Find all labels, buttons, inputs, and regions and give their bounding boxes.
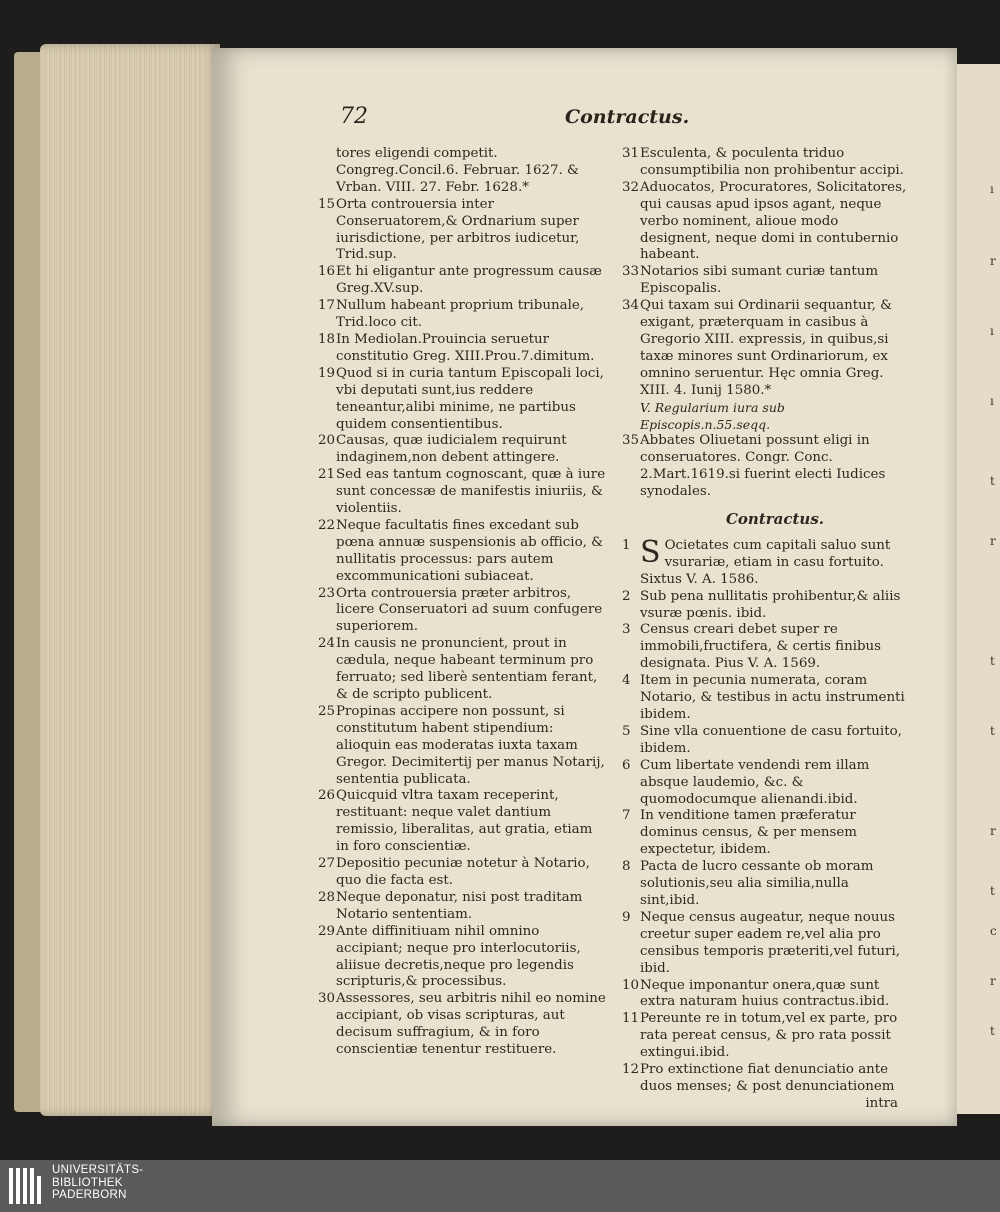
entry-number: 26 bbox=[318, 788, 336, 804]
text-entry bbox=[622, 978, 908, 1012]
text-entry bbox=[622, 534, 908, 589]
next-page-fragment: ı bbox=[990, 394, 994, 408]
entry-number: 8 bbox=[622, 859, 631, 875]
entry-number: 28 bbox=[318, 889, 336, 905]
library-name bbox=[52, 1164, 143, 1202]
text-entry bbox=[622, 622, 908, 673]
text-entry bbox=[318, 433, 608, 467]
entry-text: Nullum habeant proprium tribunale, Trid.loco cit. bbox=[336, 298, 585, 331]
running-title: Contractus. bbox=[565, 106, 690, 128]
entry-number: 4 bbox=[622, 673, 631, 689]
library-name-line: BIBLIOTHEK bbox=[52, 1176, 123, 1189]
section-title: Contractus. bbox=[725, 510, 825, 529]
entry-text: Census creari debet super re immobili,fructifera, & certis finibus designata. Pius V. A. 1569. bbox=[640, 622, 882, 672]
entry-number: 29 bbox=[318, 923, 336, 939]
next-page-fragment: c bbox=[990, 924, 997, 938]
entry-number: 22 bbox=[318, 517, 336, 533]
entry-text: Neque deponatur, nisi post traditam Notario sententiam. bbox=[336, 889, 583, 922]
entry-number: 7 bbox=[622, 808, 631, 824]
entry-text: Depositio pecuniæ notetur à Notario, quo die facta est. bbox=[336, 856, 590, 888]
entry-number: 1 bbox=[622, 537, 631, 553]
text-entry bbox=[318, 264, 608, 298]
text-entry bbox=[318, 518, 608, 586]
entry-text: Notarios sibi sumant curiæ tantum Episcopalis. bbox=[640, 264, 879, 297]
text-entry bbox=[622, 589, 908, 623]
library-name-line: UNIVERSITÄTS- bbox=[52, 1164, 144, 1176]
next-page-fragment: ı bbox=[990, 324, 994, 338]
text-entry bbox=[622, 298, 908, 399]
text-entry bbox=[622, 673, 908, 724]
entry-text: Quod si in curia tantum Episcopali loci, vbi deputati sunt,ius reddere teneantur,alibi minime, ne partibus quidem consentientibus. bbox=[336, 365, 604, 432]
entry-text: Pacta de lucro cessante ob moram solutionis,seu alia similia,nulla sint,ibid. bbox=[640, 859, 874, 908]
text-entry bbox=[318, 197, 608, 265]
text-entry bbox=[318, 704, 608, 789]
entry-text: In Mediolan.Prouincia seruetur constitutio Greg. XIII.Prou.7.dimitum. bbox=[336, 331, 595, 364]
entry-number: 3 bbox=[622, 622, 631, 638]
entry-text: Neque census augeatur, neque nouus creetur super eadem re,vel alia pro censibus temporis præteriti,vel futuri, ibid. bbox=[640, 909, 900, 976]
text-entry bbox=[622, 910, 908, 978]
entry-number: 24 bbox=[318, 636, 336, 652]
entry-text: Sub pena nullitatis prohibentur,& aliis vsuræ pœnis. ibid. bbox=[640, 588, 901, 621]
text-entry bbox=[622, 1011, 908, 1062]
entry-number: 23 bbox=[318, 585, 336, 601]
left-column bbox=[318, 146, 608, 1059]
text-entry bbox=[318, 586, 608, 637]
text-entry bbox=[318, 366, 608, 434]
entry-number: 12 bbox=[622, 1062, 640, 1078]
text-entry bbox=[622, 433, 908, 501]
text-entry bbox=[318, 332, 608, 366]
entry-number: 15 bbox=[318, 196, 336, 212]
entry-text: Cum libertate vendendi rem illam absque laudemio, &c. & quomodocumque alienandi.ibid. bbox=[640, 757, 870, 807]
entry-text: Neque facultatis fines excedant sub pœna annuæ suspensionis ab officio, & nullitatis processus: pars autem excommunicationi subiaceat. bbox=[336, 517, 604, 584]
entry-text: Ante diffinitiuam nihil omnino accipiant; neque pro interlocutoriis, aliisue decretis,neque pro legendis scripturis,& processibus. bbox=[336, 923, 581, 990]
text-entry bbox=[622, 724, 908, 758]
entry-text: Quicquid vltra taxam receperint, restituant: neque valet dantium remissio, liberalitas, aut gratia, etiam in foro conscientiæ. bbox=[336, 788, 593, 855]
entry-number: 2 bbox=[622, 588, 631, 604]
entry-number: 35 bbox=[622, 433, 640, 449]
drop-cap: S bbox=[640, 534, 661, 570]
entry-text: In venditione tamen præferatur dominus census, & per mensem expectetur, ibidem. bbox=[640, 808, 857, 858]
entry-number: 25 bbox=[318, 703, 336, 719]
library-logo-icon bbox=[8, 1166, 46, 1206]
text-entry bbox=[318, 924, 608, 992]
next-page-edge bbox=[956, 64, 1000, 1114]
entry-number: 5 bbox=[622, 723, 631, 739]
text-entry bbox=[318, 856, 608, 890]
entry-number: 20 bbox=[318, 433, 336, 449]
next-page-fragment: t bbox=[990, 654, 995, 668]
entry-number: 11 bbox=[622, 1011, 640, 1027]
entry-text: Orta controuersia inter Conseruatorem,& Ordnarium super iurisdictione, per arbitros iudicetur, Trid.sup. bbox=[336, 196, 580, 263]
text-entry bbox=[622, 859, 908, 910]
entry-number: 16 bbox=[318, 264, 336, 280]
entry-number: 31 bbox=[622, 146, 640, 161]
cross-reference: V. Regularium iura sub Episcopis.n.55.seqq. bbox=[640, 399, 785, 432]
next-page-fragment: t bbox=[990, 1024, 995, 1038]
entry-number: 33 bbox=[622, 264, 640, 280]
text-entry bbox=[318, 788, 608, 856]
entry-text: Aduocatos, Procuratores, Solicitatores, qui causas apud ipsos agant, neque verbo nominent, alioue modo designent, neque domi in contubernio habeant. bbox=[640, 179, 907, 263]
entry-number: 30 bbox=[318, 991, 336, 1007]
entry-number: 34 bbox=[622, 298, 640, 314]
entry-text: Sine vlla conuentione de casu fortuito, ibidem. bbox=[640, 723, 902, 756]
text-entry bbox=[622, 146, 908, 180]
text-entry bbox=[622, 264, 908, 298]
entry-text: Qui taxam sui Ordinarii sequantur, & exigant, præterquam in casibus à Gregorio XIII. expressis, in quibus,si taxæ minores sunt Ordinariorum, ex omnino seruentur. Hęc omnia Greg. XIII. 4. Iunij 1580.* bbox=[640, 298, 893, 398]
right-column bbox=[622, 146, 908, 1113]
entry-text: Abbates Oliuetani possunt eligi in conseruatores. Congr. Conc. 2.Mart.1619.si fuerint electi Iudices synodales. bbox=[640, 433, 886, 500]
text-entry bbox=[622, 180, 908, 265]
next-page-fragment: t bbox=[990, 724, 995, 738]
entry-text: Orta controuersia præter arbitros, licere Conseruatori ad suum confugere superiorem. bbox=[336, 585, 603, 635]
entry-number: 6 bbox=[622, 757, 631, 773]
text-entry bbox=[318, 467, 608, 518]
entry-number: 17 bbox=[318, 298, 336, 314]
entry-text: In causis ne pronuncient, prout in cædula, neque habeant terminum pro ferruato; sed liberè sententiam ferant, & de scripto publicent. bbox=[336, 636, 598, 702]
text-entry bbox=[318, 890, 608, 924]
page-edges bbox=[40, 44, 220, 1116]
text-entry bbox=[318, 298, 608, 332]
entry-text: Neque imponantur onera,quæ sunt extra naturam huius contractus.ibid. bbox=[640, 977, 890, 1010]
next-page-fragment: r bbox=[990, 824, 996, 838]
entry-text: tores eligendi competit. Congreg.Concil.6. Februar. 1627. & Vrban. VIII. 27. Febr. 1628.* bbox=[336, 146, 579, 195]
entry-number: 21 bbox=[318, 467, 336, 483]
entry-text: Pereunte re in totum,vel ex parte, pro rata pereat census, & pro rata possit extingui.ibid. bbox=[640, 1011, 898, 1061]
text-entry bbox=[622, 758, 908, 809]
entry-text: Esculenta, & poculenta triduo consumptibilia non prohibentur accipi. bbox=[640, 146, 904, 178]
next-page-fragment: r bbox=[990, 254, 996, 268]
entry-text: Propinas accipere non possunt, si constitutum habent stipendium: alioquin eas moderatas iuxta taxam Gregor. Decimitertij per manus Notarij, sententia publicata. bbox=[336, 703, 605, 787]
next-page-fragment: r bbox=[990, 974, 996, 988]
entry-text: Assessores, seu arbitris nihil eo nomine accipiant, ob visas scripturas, aut decisum suffragium, & in foro conscientiæ tenentur restituere. bbox=[336, 991, 606, 1058]
entry-number: 18 bbox=[318, 331, 336, 347]
next-page-fragment: t bbox=[990, 884, 995, 898]
entry-number: 19 bbox=[318, 365, 336, 381]
library-footer bbox=[0, 1160, 1000, 1212]
page-number: 72 bbox=[340, 104, 368, 129]
entry-number: 27 bbox=[318, 856, 336, 872]
library-name-line: PADERBORN bbox=[52, 1189, 127, 1201]
text-entry bbox=[318, 636, 608, 704]
entry-number: 32 bbox=[622, 179, 640, 195]
text-entry bbox=[622, 808, 908, 859]
entry-text: Pro extinctione fiat denunciatio ante duos menses; & post denunciationem bbox=[640, 1062, 895, 1094]
next-page-fragment: r bbox=[990, 534, 996, 548]
entry-text: Item in pecunia numerata, coram Notario, & testibus in actu instrumenti ibidem. bbox=[640, 673, 905, 722]
entry-text: Et hi eligantur ante progressum causæ Greg.XV.sup. bbox=[336, 264, 602, 297]
text-entry bbox=[622, 1062, 908, 1096]
next-page-fragment: t bbox=[990, 474, 995, 488]
next-page-fragment: ı bbox=[990, 182, 994, 196]
text-entry bbox=[318, 146, 608, 197]
entry-text: Sed eas tantum cognoscant, quæ à iure sunt concessæ de manifestis iniuriis, & violentiis. bbox=[336, 467, 606, 517]
entry-text: Ocietates cum capitali saluo sunt vsurariæ, etiam in casu fortuito. Sixtus V. A. 1586. bbox=[640, 537, 891, 587]
text-entry bbox=[318, 991, 608, 1059]
entry-text: Causas, quæ iudicialem requirunt indaginem,non debent attingere. bbox=[336, 433, 567, 466]
entry-number: 10 bbox=[622, 977, 640, 993]
entry-number: 9 bbox=[622, 909, 631, 925]
catchword: intra bbox=[865, 1095, 898, 1111]
